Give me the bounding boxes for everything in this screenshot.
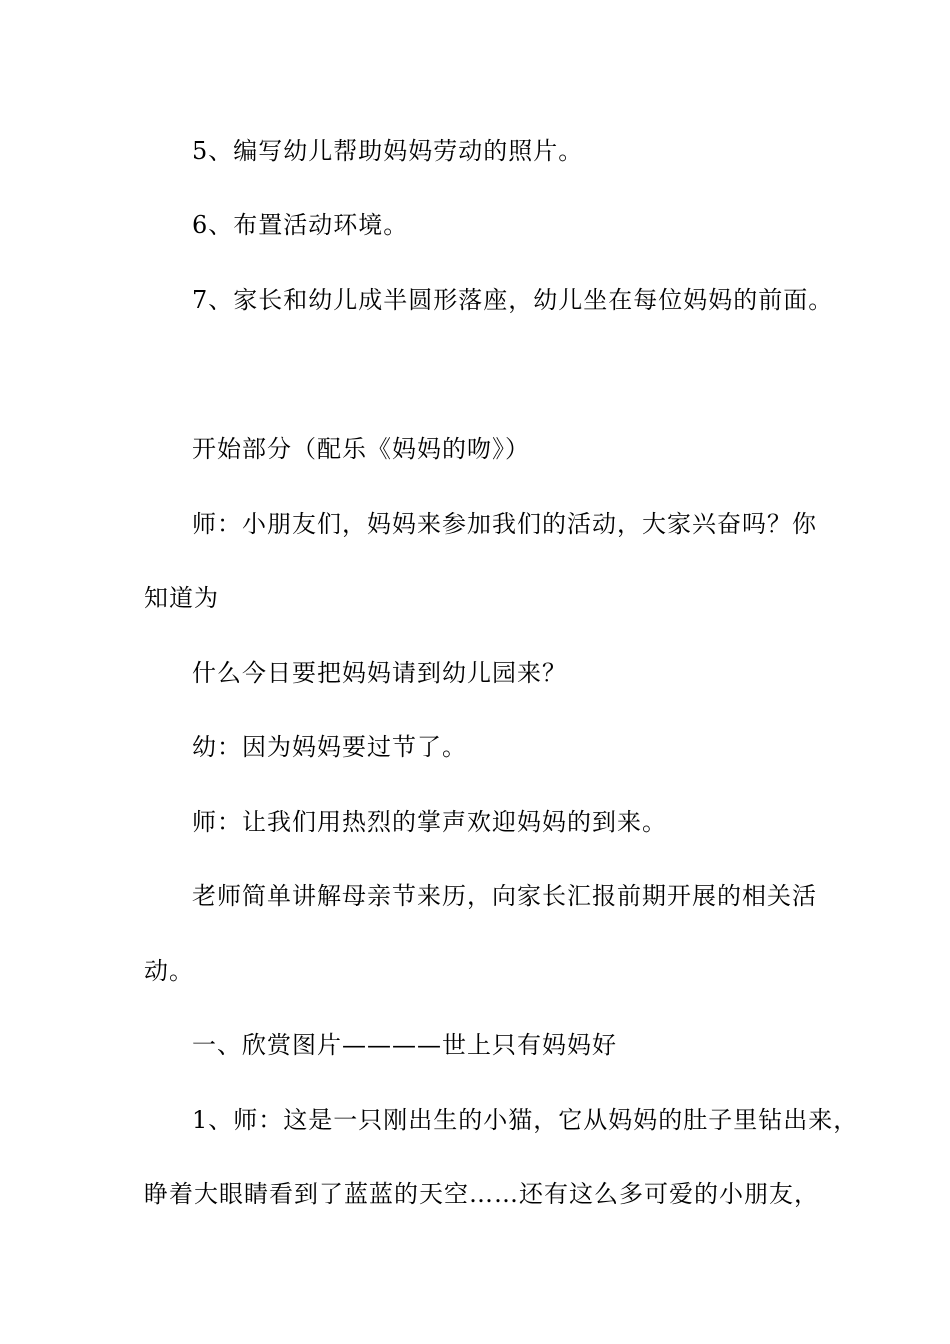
paragraph-line: 师：小朋友们，妈妈来参加我们的活动，大家兴奋吗？你 xyxy=(192,510,817,538)
paragraph-line: 动。 xyxy=(144,957,194,985)
paragraph-line: 老师简单讲解母亲节来历，向家长汇报前期开展的相关活 xyxy=(192,882,817,910)
paragraph-line: 睁着大眼睛看到了蓝蓝的天空……还有这么多可爱的小朋友， xyxy=(144,1180,819,1208)
paragraph-line: 知道为 xyxy=(144,584,219,612)
paragraph-line: 幼：因为妈妈要过节了。 xyxy=(192,733,467,761)
paragraph-line: 7、家长和幼儿成半圆形落座，幼儿坐在每位妈妈的前面。 xyxy=(192,286,834,314)
section-heading: 开始部分（配乐《妈妈的吻》） xyxy=(192,435,530,463)
paragraph-line: 什么今日要把妈妈请到幼儿园来？ xyxy=(192,659,567,687)
paragraph-line: 6、布置活动环境。 xyxy=(192,211,409,239)
paragraph-line: 1、师：这是一只刚出生的小猫，它从妈妈的肚子里钻出来， xyxy=(192,1106,859,1134)
paragraph-line: 师：让我们用热烈的掌声欢迎妈妈的到来。 xyxy=(192,808,667,836)
paragraph-line: 5、编写幼儿帮助妈妈劳动的照片。 xyxy=(192,137,584,165)
section-heading: 一、欣赏图片————世上只有妈妈好 xyxy=(192,1031,617,1059)
